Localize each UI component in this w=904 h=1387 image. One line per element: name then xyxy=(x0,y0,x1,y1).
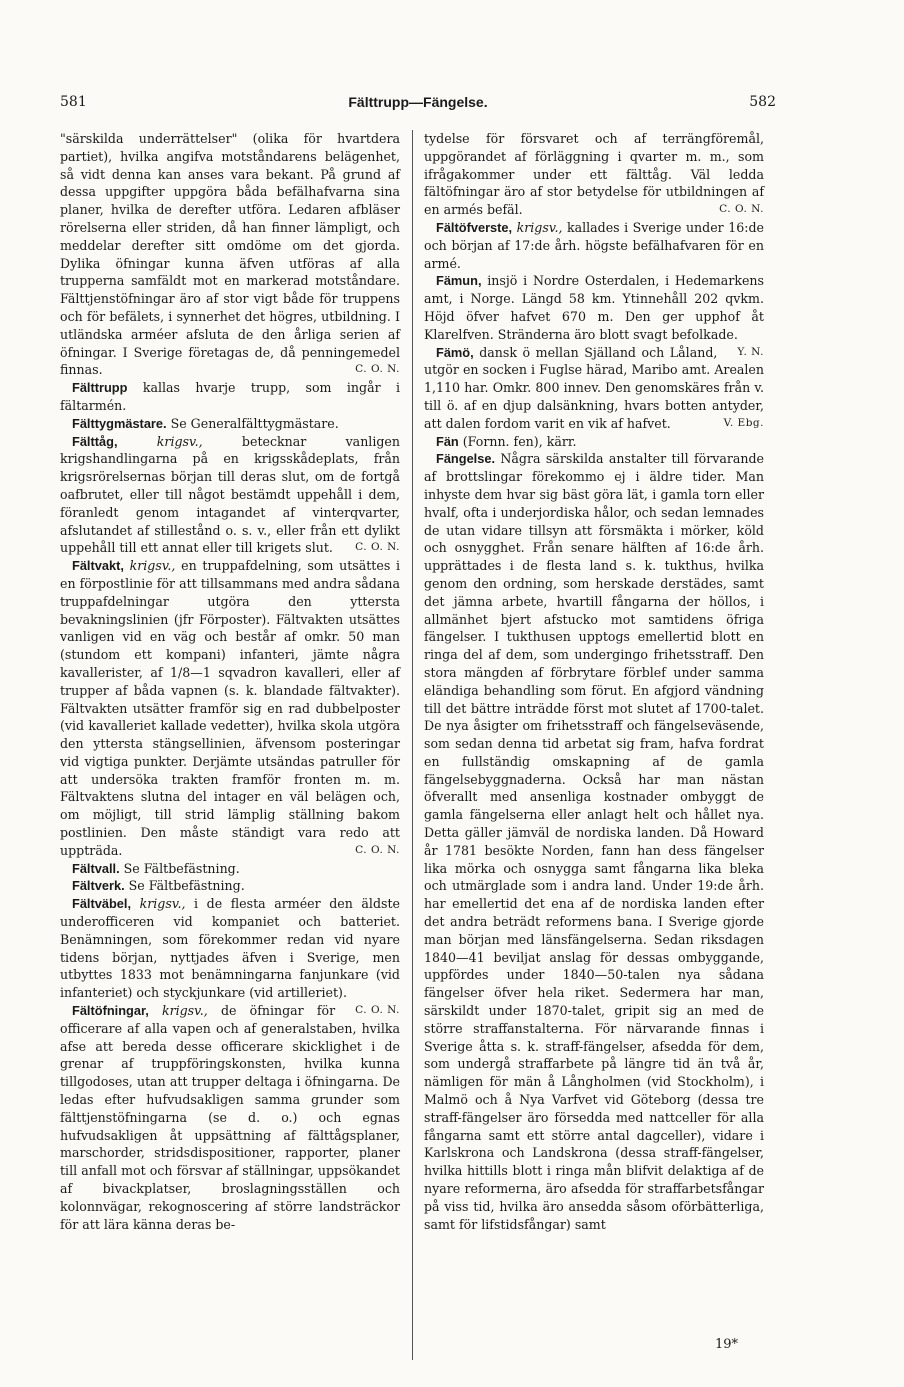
entry-field-abbreviation: krigsv., xyxy=(131,896,186,912)
left-column xyxy=(60,130,400,1233)
entry-text: insjö i Nordre Osterdalen, i Hedemarkens amt, i Norge. Längd 58 km. Ytinnehåll 202 qvkm. Höjd öfver hafvet 670 m. Den ger upphof åt Klarelfven. Stränderna äro blott svagt befolkade. xyxy=(424,273,764,342)
entry-text: Några särskilda anstalter till förvarande af brottslingar förekommo ej i äldre tider. Man inhyste dem hvar sig bäst göra lät, i gamla torn eller hvalf, ofta i underjordiska hålor, och sedan lemnades de utan vidare tillsyn att försmäkta i mörker, köld och osnygghet. Från senare hälften af 16:de årh. upprättades i de flesta land s. k. tukthus, hvilka genom den ordning, som herskade derstädes, samt det jämna arbete, hvartill fångarna der höllos, i allmänhet bjert afstucko mot samtidens öfriga fängelser. I tukthusen upptogs emellertid blott en ringa del af dem, som undergingo frihetsstraff. Den stora mängden af förbrytare förblef under samma eländiga behandling som förut. En afgjord vändning till det bättre inträdde först mot slutet af 1700-talet. De nya åsigter om frihetsstraff och fängelseväsende, som sedan denna tid arbetat sig fram, hafva fordrat en fullständig omskapning af de gamla fängelsebyggnaderna. Också har man nästan öfverallt med ansenliga kostnader ombyggt de gamla fängelserna eller anlagt helt och hållet nya. Detta gäller jämväl de nordiska landen. Då Howard år 1781 besökte Norden, fann han dess fängelser lika mörka och osnygga samt fångarna lika bleka och utmärglade som i andra land. Under 19:de årh. har emellertid det ena af de nordiska landen efter det andra beträdt reformens bana. I Sverige gjorde man början med länsfängelserna. Sedan riksdagen 1840—41 beviljat anslag för dessas ombyggande, uppfördes under 1840—50-talen nya sådana fängelser öfver hela riket. Sedermera har man, särskildt under 1870-talet, gripit sig an med de större straffanstalterna. För närvarande finnas i Sverige åtta s. k. straff-fängelser, afsedda för dem, som undergå straffarbete på längre tid än två år, nämligen för män å Långholmen (vid Stockholm), i Malmö och å Nya Varfvet vid Göteborg (dessa tre straff-fängelser äro försedda med nattceller för alla fångarna samt ett större antal dagceller), vidare i Karlskrona och Landskrona (dessa straff-fängelser, hvilka hittills blott i ringa mån blifvit delaktiga af de nyare reformerna, äro afsedda för straffarbetsfångar på viss tid, hvilka äro ansedda såsom oförbätterliga, samt för lifstidsfångar) samt xyxy=(424,451,764,1232)
dictionary-entry xyxy=(424,433,764,451)
dictionary-entry xyxy=(424,130,764,219)
page-number-right: 582 xyxy=(749,94,776,110)
entry-text: "särskilda underrättelser" (olika för hvartdera partiet), hvilka angifva motståndarens belägenhet, så vidt denna kan anses vara bekant. På grund af dessa uppgifter uppgöra båda befälhafvarna sina planer, hvilka de derefter utföra. Ledaren afbläser rörelserna eller striden, då han finner lämpligt, och meddelar derefter sitt omdöme om det gjorda. Dylika öfningar kunna äfven utföras af alla trupperna samfäldt mot en markerad motståndare. Fälttjenstöfningar äro af stor vigt både för truppens och för befälets, i synnerhet det högres, utbildning. I utländska arméer afsluta de den årliga serien af öfningar. I Sverige företagas de, då penningemedel finnas. xyxy=(60,131,400,378)
entry-headword: Fälttrupp xyxy=(72,380,128,396)
entry-headword: Fältöfverste, xyxy=(436,219,513,235)
entry-field-abbreviation: krigsv., xyxy=(148,1003,208,1019)
author-signature: Y. N. xyxy=(737,345,764,358)
entry-headword: Fältöfningar, xyxy=(72,1003,149,1019)
right-column xyxy=(424,130,764,1233)
entry-headword: Fältverk. xyxy=(72,878,125,894)
author-signature: V. Ebg. xyxy=(723,416,764,429)
entry-field-abbreviation: krigsv., xyxy=(123,558,176,574)
author-signature: C. O. N. xyxy=(719,203,764,216)
entry-headword: Fängelse. xyxy=(436,451,496,467)
entry-text: i de flesta arméer den äldste underofficeren vid kompaniet och batteriet. Benämningen, som förekommer redan vid nyare tidens början, nyttjades äfven i Sverige, men utbyttes 1833 mot benämningarna fanjunkare (vid infanteriet) och styckjunkare (vid artilleriet). xyxy=(60,896,400,1001)
entry-text: Se Fältbefästning. xyxy=(124,878,245,894)
signature-mark: 19* xyxy=(714,1337,738,1352)
page-number-left: 581 xyxy=(60,94,87,110)
running-title: Fälttrupp—Fängelse. xyxy=(348,94,488,110)
column-divider xyxy=(412,130,413,1360)
entry-headword: Fältvakt, xyxy=(72,558,124,574)
page-header xyxy=(60,94,776,118)
dictionary-entry xyxy=(60,415,400,433)
dictionary-entry xyxy=(60,130,400,379)
dictionary-entry xyxy=(424,219,764,272)
entry-headword: Fälttåg, xyxy=(72,433,118,449)
dictionary-entry xyxy=(60,877,400,895)
entry-headword: Fältvall. xyxy=(72,860,120,876)
dictionary-entry xyxy=(424,344,764,433)
entry-text: Se Fältbefästning. xyxy=(119,860,240,876)
entry-text: dansk ö mellan Själland och Låland, utgör en socken i Fuglse härad, Maribo amt. Arealen 1,110 har. Omkr. 800 innev. Den genomskäres från v. till ö. af en djup dalsänkning, hvars botten antyder, att dalen fordom varit en vik af hafvet. xyxy=(424,344,764,431)
entry-headword: Fämun, xyxy=(436,273,482,289)
entry-text: kallades i Sverige under 16:de och början af 17:de årh. högste befälhafvaren för en armé. xyxy=(424,219,764,271)
author-signature: C. O. N. xyxy=(355,843,400,856)
author-signature: C. O. N. xyxy=(355,363,400,376)
entry-field-abbreviation: krigsv., xyxy=(117,433,203,449)
entry-text: tydelse för försvaret och af terrängföremål, uppgörandet af förläggning i qvarter m. m., som ifrågakommer under ett fälttåg. Väl ledda fältöfningar äro af stor betydelse för utbildningen af en armés befäl. xyxy=(424,131,764,218)
entry-headword: Fältväbel, xyxy=(72,896,132,912)
entry-field-abbreviation: krigsv., xyxy=(512,219,563,235)
entry-text: kallas hvarje trupp, som ingår i fältarmén. xyxy=(60,380,400,413)
entry-text: en truppafdelning, som utsättes i en förpostlinie för att tillsammans med andra sådana truppafdelningar utgöra den yttersta bevakningslinien (jfr Förposter). Fältvakten utsättes vanligen vid en väg och består af omkr. 50 man (stundom ett kompani) infanteri, jämte några kavallerister, af 1/8—1 sqvadron kavalleri, eller af trupper af båda vapnen (s. k. blandade fältvakter). Fältvakten utsätter framför sig en rad dubbelposter (vid kavalleriet kallade vedetter), hvilka skola utgöra den yttersta stängsellinien, äfvensom posteringar vid vigtiga punkter. Derjämte utsändas patruller för att undersöka trakten framför fronten m. m. Fältvaktens slutna del intager en väl belägen och, om möjligt, till strid lämplig ställning bakom postlinien. Den måste ständigt vara redo att uppträda. xyxy=(60,558,400,858)
dictionary-entry xyxy=(60,1002,400,1233)
dictionary-entry xyxy=(60,379,400,415)
author-signature: C. O. N. xyxy=(355,1004,400,1017)
dictionary-entry xyxy=(60,433,400,558)
dictionary-entry xyxy=(60,557,400,860)
entry-headword: Fämö, xyxy=(436,344,474,360)
author-signature: C. O. N. xyxy=(355,541,400,554)
entry-text: Se Generalfälttygmästare. xyxy=(166,415,339,431)
entry-text: de öfningar för officerare af alla vapen och af generalstaben, hvilka afse att bereda desse officerare skicklighet i de grenar af truppföringskonsten, hvilka kunna tillgodoses, utan att trupper deltaga i öfningarna. De ledas efter hufvudsakligen samma grunder som fälttjenstöfningarna (se d. o.) och egnas hufvudsakligen åt uppsättning af fälttågsplaner, marschorder, stridsdispositioner, rapporter, planer till anfall mot och försvar af ställningar, uppsökandet af bivackplatser, broslagningsställen och kolonnvägar, rekognoscering af större landsträckor för att lära känna deras be- xyxy=(60,1003,400,1232)
entry-text: (Fornn. fen), kärr. xyxy=(458,433,577,449)
dictionary-entry xyxy=(424,450,764,1233)
dictionary-entry xyxy=(60,860,400,878)
entry-headword: Fälttygmästare. xyxy=(72,415,167,431)
entry-headword: Fän xyxy=(436,433,459,449)
entry-text: betecknar vanligen krigshandlingarna på en krigsskådeplats, från krigsrörelsernas början till deras slut, om de fortgå oafbrutet, eller till något bestämdt uppehåll i dem, föranledt genom intagandet af vinterqvarter, afslutandet af stillestånd o. s. v., eller från ett dylikt uppehåll till ett annat eller till krigets slut. xyxy=(60,433,400,556)
